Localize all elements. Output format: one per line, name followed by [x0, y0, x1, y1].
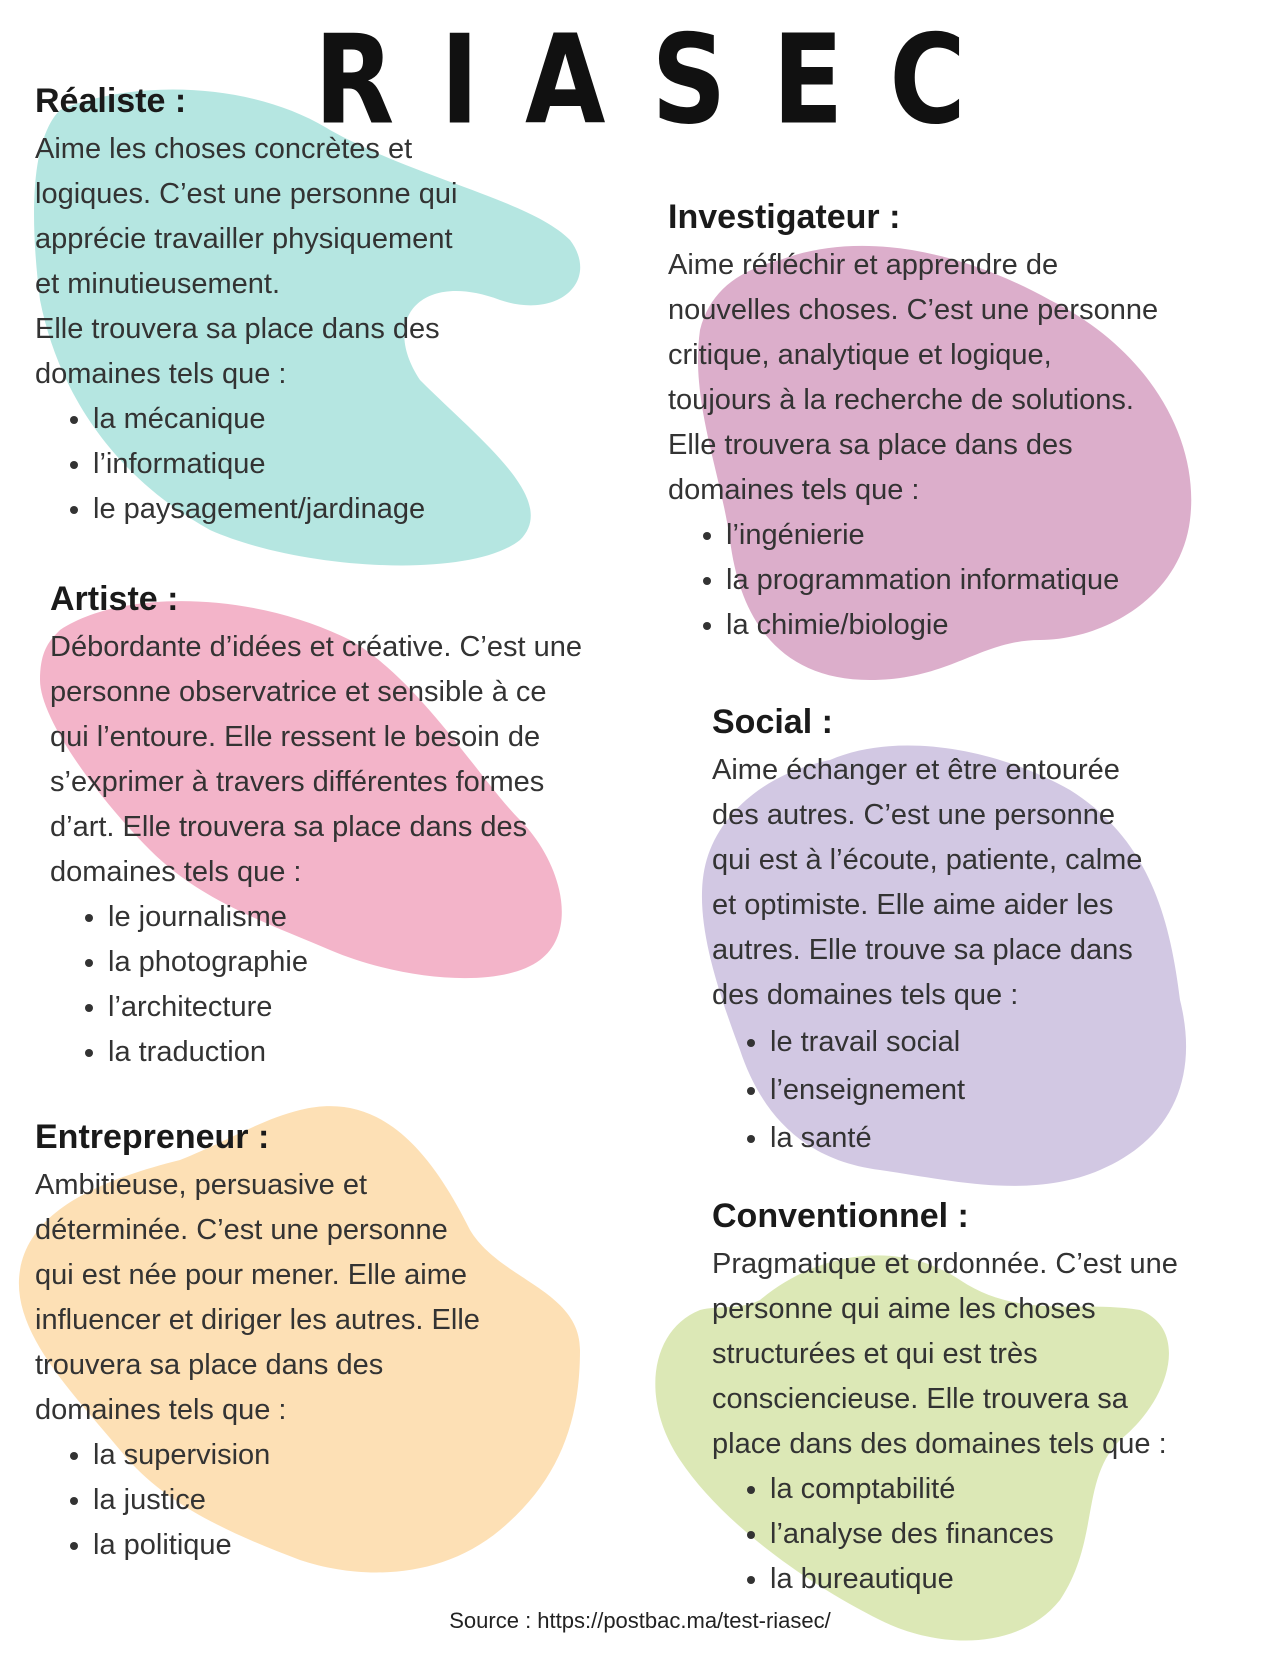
source-citation: Source : https://postbac.ma/test-riasec/: [449, 1608, 831, 1633]
domain-list: [35, 397, 595, 532]
section-realiste: [35, 82, 595, 532]
section-entrepreneur: [35, 1118, 595, 1568]
section-heading: Entrepreneur :: [35, 1118, 270, 1156]
list-item: • la politique: [93, 1523, 595, 1568]
list-item: • le paysagement/jardinage: [93, 487, 595, 532]
section-artiste: [50, 580, 680, 1075]
section-description: Pragmatique et ordonnée. C’est une personne qui aime les choses structurées et qui est très consciencieuse. Elle trouvera sa place dans des domaines tels que :: [712, 1248, 1178, 1460]
list-item: • l’ingénierie: [726, 513, 1268, 558]
section-description: Ambitieuse, persuasive et déterminée. C’est une personne qui est née pour mener. Elle aime influencer et diriger les autres. Elle trouvera sa place dans des domaines tels que :: [35, 1169, 480, 1426]
list-item: • l’architecture: [108, 985, 680, 1030]
section-heading: Investigateur :: [668, 198, 901, 236]
list-item: • l’enseignement: [770, 1066, 1272, 1114]
section-heading: Artiste :: [50, 580, 179, 618]
section-heading: Conventionnel :: [712, 1197, 969, 1235]
domain-list: [50, 895, 680, 1075]
section-social: [712, 703, 1272, 1162]
list-item: • la photographie: [108, 940, 680, 985]
list-item: • la santé: [770, 1114, 1272, 1162]
section-conventionnel: [712, 1197, 1272, 1602]
list-item: • la mécanique: [93, 397, 595, 442]
list-item: • le travail social: [770, 1018, 1272, 1066]
list-item: • l’analyse des finances: [770, 1512, 1272, 1557]
section-heading: Réaliste :: [35, 82, 187, 120]
section-description: Aime réfléchir et apprendre de nouvelles choses. C’est une personne critique, analytique et logique, toujours à la recherche de solutions. Elle trouvera sa place dans des domaines tels que :: [668, 249, 1159, 506]
list-item: • la programmation informatique: [726, 558, 1268, 603]
domain-list: [712, 1018, 1272, 1162]
domain-list: [668, 513, 1268, 648]
section-description: Aime échanger et être entourée des autres. C’est une personne qui est à l’écoute, patiente, calme et optimiste. Elle aime aider les autres. Elle trouve sa place dans des domaines tels que :: [712, 754, 1143, 1011]
page-title: RIASEC: [314, 8, 1012, 152]
list-item: • la supervision: [93, 1433, 595, 1478]
list-item: • la bureautique: [770, 1557, 1272, 1602]
domain-list: [35, 1433, 595, 1568]
list-item: • le journalisme: [108, 895, 680, 940]
domain-list: [712, 1467, 1272, 1602]
list-item: • la chimie/biologie: [726, 603, 1268, 648]
list-item: • la traduction: [108, 1030, 680, 1075]
list-item: • la justice: [93, 1478, 595, 1523]
list-item: • l’informatique: [93, 442, 595, 487]
section-investigateur: [668, 198, 1268, 648]
list-item: • la comptabilité: [770, 1467, 1272, 1512]
section-heading: Social :: [712, 703, 833, 741]
section-description: Aime les choses concrètes et logiques. C’est une personne qui apprécie travailler physiquement et minutieusement. Elle trouvera sa place dans des domaines tels que :: [35, 133, 458, 390]
section-description: Débordante d’idées et créative. C’est une personne observatrice et sensible à ce qui l’entoure. Elle ressent le besoin de s’exprimer à travers différentes formes d’art. Elle trouvera sa place dans des domaines tels que :: [50, 631, 582, 888]
